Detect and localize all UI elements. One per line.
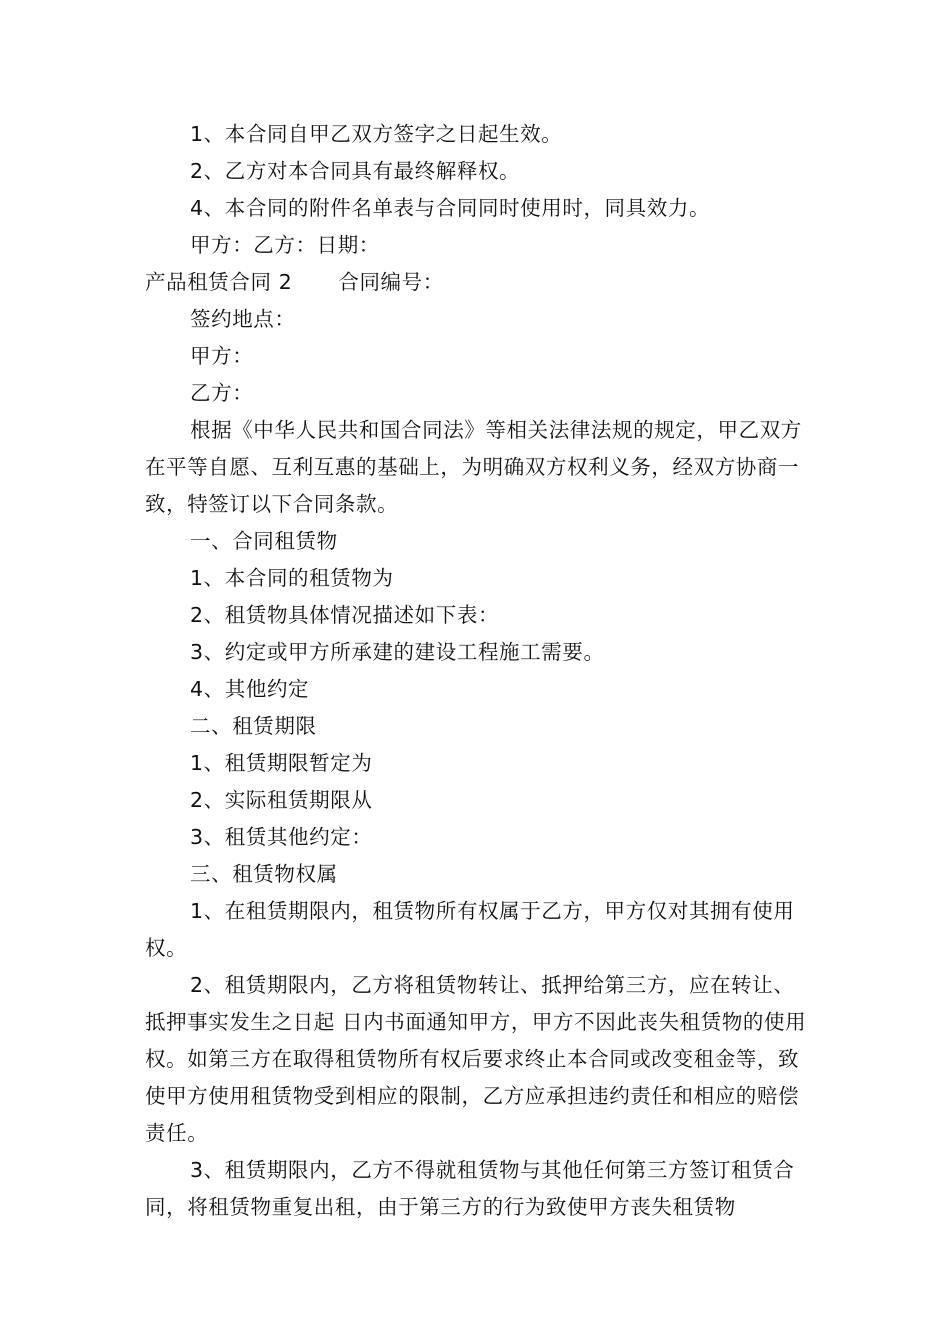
party-a-label: 甲方： [190, 344, 254, 368]
section3-item: 3、租赁期限内，乙方不得就租赁物与其他任何第三方签订租赁合同，将租赁物重复出租，由于第三方的行为致使甲方丧失租赁物 [145, 1158, 795, 1219]
clause-attachment: 4、本合同的附件名单表与合同同时使用时，同具效力。 [190, 196, 711, 220]
section1-item: 3、约定或甲方所承建的建设工程施工需要。 [190, 640, 605, 664]
section-heading: 二、租赁期限 [190, 714, 317, 738]
contract-title-line [145, 264, 815, 301]
section2-item: 2、实际租赁期限从 [190, 788, 373, 812]
clause-interpretation: 2、乙方对本合同具有最终解释权。 [190, 159, 521, 183]
section1-item: 1、本合同的租赁物为 [190, 566, 394, 590]
section-heading: 三、租赁物权属 [190, 862, 338, 886]
section2-item: 3、租赁其他约定： [190, 825, 373, 849]
clause-effective: 1、本合同自甲乙双方签字之日起生效。 [190, 122, 563, 146]
section3-item: 2、租赁期限内，乙方将租赁物转让、抵押给第三方，应在转让、抵押事实发生之日起 日内书面通知甲方，甲方不因此丧失租赁物的使用权。如第三方在取得租赁物所有权后要求终止本合同或改变租金等，致使甲方使用租赁物受到相应的限制，乙方应承担违约责任和相应的赔偿责任。 [145, 973, 807, 1145]
section2-item: 1、租赁期限暂定为 [190, 751, 373, 775]
section-heading: 一、合同租赁物 [190, 529, 338, 553]
document-body [145, 116, 815, 1226]
section3-item: 1、在租赁期限内，租赁物所有权属于乙方，甲方仅对其拥有使用权。 [145, 899, 795, 960]
party-b-label: 乙方： [190, 381, 254, 405]
section1-item: 4、其他约定 [190, 677, 310, 701]
sign-place-label: 签约地点： [190, 307, 296, 331]
signature-line: 甲方：乙方：日期： [190, 233, 380, 257]
intro-paragraph: 根据《中华人民共和国合同法》等相关法律法规的规定，甲乙双方在平等自愿、互利互惠的基础上，为明确双方权利义务，经双方协商一致，特签订以下合同条款。 [145, 418, 802, 516]
contract-number-label: 合同编号： [338, 270, 444, 294]
contract-title: 产品租赁合同 2 [145, 270, 293, 294]
section1-item: 2、租赁物具体情况描述如下表： [190, 603, 500, 627]
